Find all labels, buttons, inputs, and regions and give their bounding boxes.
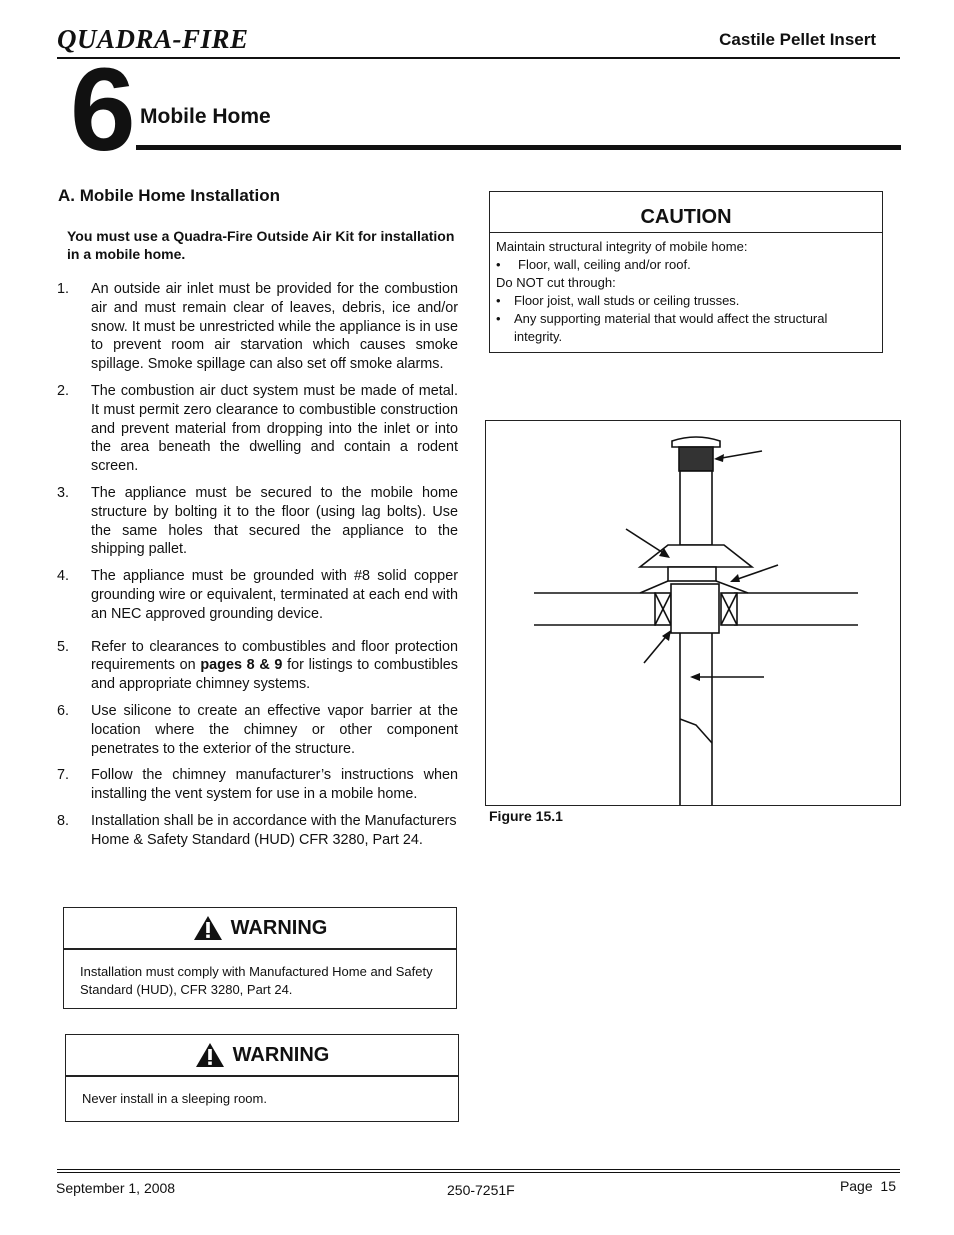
footer-rule	[57, 1172, 900, 1173]
header-rule	[57, 57, 900, 59]
figure-caption: Figure 15.1	[489, 808, 563, 824]
caution-box	[489, 191, 883, 353]
brand-logo: QUADRA-FIRE	[57, 24, 249, 54]
step-text: Follow the chimney manufacturer’s instructions when installing the vent system for use in a mobile home.	[91, 767, 458, 803]
section-intro: You must use a Quadra-Fire Outside Air Kit for installation in a mobile home.	[67, 228, 455, 262]
caution-bullet: • Any supporting material that would affect the structural integrity.	[496, 311, 828, 344]
warning-header	[64, 908, 456, 950]
footer-doc-number: 250-7251F	[447, 1182, 515, 1198]
step-text-before: Refer to clearances to combustibles and floor protection requirements on	[91, 638, 458, 674]
list-item	[57, 382, 458, 476]
step-number: 7.	[57, 767, 70, 784]
product-name: Castile Pellet Insert	[719, 30, 876, 49]
step-text: The combustion air duct system must be made of metal. It must permit zero clearance to combustible construction and prevent material from dropping into the inlet or into the area beneath the dwelling and contain a rodent screen.	[91, 382, 458, 475]
collar-band	[668, 567, 716, 581]
footer-date: September 1, 2008	[56, 1180, 176, 1196]
list-item	[57, 638, 458, 694]
caution-bullet-text: Floor joist, wall studs or ceiling trusses.	[514, 293, 740, 308]
list-item	[57, 702, 458, 758]
warning-box-sleeping-room	[65, 1034, 459, 1122]
caution-bullet-text: Floor, wall, ceiling and/or roof.	[518, 257, 691, 272]
section-title: A. Mobile Home Installation	[58, 186, 280, 205]
upper-pipe	[680, 471, 712, 545]
caution-bullet-text: Any supporting material that would affect the structural integrity.	[514, 311, 828, 344]
chapter-rule	[136, 145, 901, 150]
flashing-left	[640, 581, 668, 593]
warning-text: Never install in a sleeping room.	[82, 1091, 267, 1106]
installation-steps	[57, 280, 458, 850]
chimney-cap	[672, 437, 720, 447]
figure-frame	[485, 420, 901, 806]
warning-text: Installation must comply with Manufactured Home and Safety Standard (HUD), CFR 3280, Part 24.	[80, 964, 433, 997]
caution-title: CAUTION	[490, 192, 882, 233]
step-text: Installation shall be in accordance with the Manufacturers Home & Safety Standard (HUD) CFR 3280, Part 24.	[91, 812, 457, 848]
spark-screen	[679, 447, 713, 471]
footer-page-number: Page 15	[839, 1178, 896, 1194]
chimney-diagram	[486, 421, 900, 805]
step-text: An outside air inlet must be provided for the combustion air and must remain clear of leaves, debris, ice and/or snow. It must be unrestricted while the appliance is in use to prevent room air starvation which causes smoke spillage. Smoke spillage can also set off smoke alarms.	[91, 281, 458, 373]
list-item	[57, 280, 458, 374]
caution-line: Maintain structural integrity of mobile home:	[496, 239, 748, 254]
step-number: 5.	[57, 638, 70, 655]
step-number: 6.	[57, 702, 70, 719]
step-number: 2.	[57, 382, 70, 399]
warning-triangle-icon	[193, 915, 223, 941]
list-item	[57, 484, 458, 559]
warning-header	[66, 1035, 458, 1077]
pipe-break	[680, 719, 712, 743]
caution-body	[490, 233, 882, 346]
step-number: 1.	[57, 281, 70, 297]
list-item	[57, 766, 458, 804]
caution-line: Do NOT cut through:	[496, 275, 616, 290]
step-text: Use silicone to create an effective vapor barrier at the location where the chimney or other component penetrates to the exterior of the structure.	[91, 702, 458, 757]
flashing-right	[716, 581, 748, 593]
warning-triangle-icon	[195, 1042, 225, 1068]
step-text-after: for listings to combustibles and appropriate chimney systems.	[91, 657, 458, 693]
warning-box-hud	[63, 907, 457, 1009]
footer-rule	[57, 1169, 900, 1170]
step-text: The appliance must be secured to the mobile home structure by bolting it to the floor (using lag bolts). Use the same holes that secured the appliance to the shipping pallet.	[91, 484, 458, 558]
ceiling-support	[671, 584, 719, 633]
warning-title: WARNING	[230, 916, 328, 939]
caution-bullet: • Floor, wall, ceiling and/or roof.	[496, 257, 691, 272]
page-reference: pages 8 & 9	[200, 657, 283, 674]
step-number: 3.	[57, 484, 70, 501]
step-text: The appliance must be grounded with #8 solid copper grounding wire or equivalent, terminated at each end with an NEC approved grounding device.	[91, 568, 458, 622]
chapter-title: Mobile Home	[140, 105, 271, 128]
list-item	[57, 812, 458, 850]
list-item	[57, 567, 458, 623]
step-number: 4.	[57, 568, 70, 585]
chapter-number: 6	[70, 44, 133, 176]
warning-title: WARNING	[232, 1043, 330, 1066]
caution-bullet: • Floor joist, wall studs or ceiling trusses.	[496, 293, 740, 308]
step-number: 8.	[57, 812, 70, 829]
